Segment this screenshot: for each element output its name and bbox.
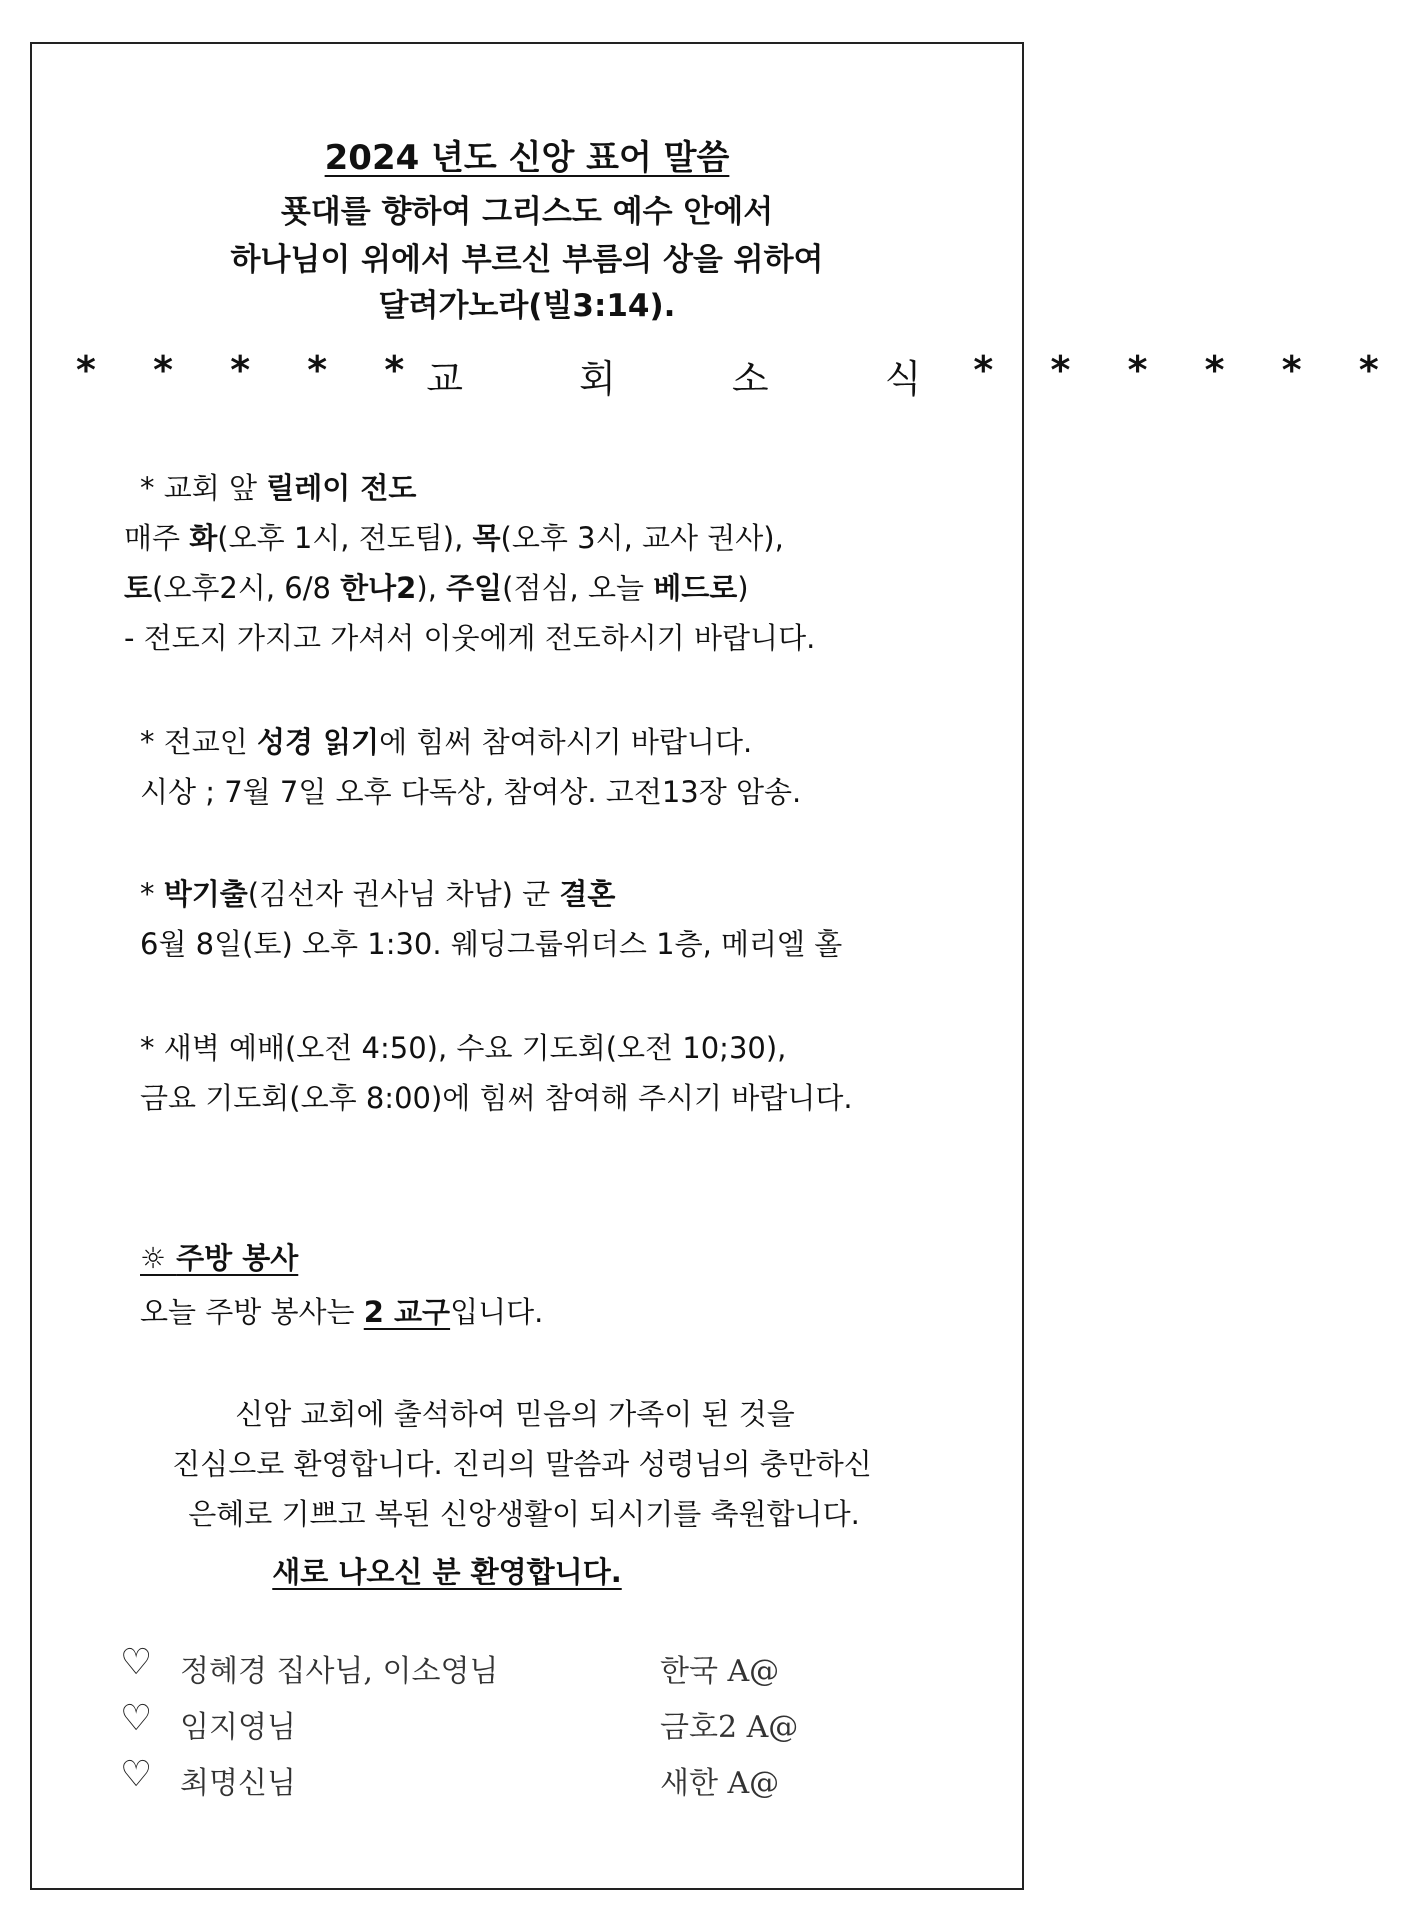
heart-icon: ♡ bbox=[120, 1642, 153, 1683]
church-news-header bbox=[76, 348, 1401, 403]
newcomer-name: 정혜경 집사님, 이소영님 bbox=[180, 1654, 499, 1689]
prayer-line-2: 금요 기도회(오후 8:00)에 힘써 참여해 주시기 바랍니다. bbox=[140, 1081, 853, 1115]
verse-line-3: 달려가노라(빌3:14). bbox=[378, 288, 676, 324]
relay-line-4: - 전도지 가지고 가셔서 이웃에게 전도하시기 바랍니다. bbox=[124, 621, 816, 655]
verse-line-2: 하나님이 위에서 부르신 부름의 상을 위하여 bbox=[230, 242, 824, 278]
wedding-line-2: 6월 8일(토) 오후 1:30. 웨딩그룹위더스 1층, 메리엘 홀 bbox=[140, 927, 843, 961]
bible-reading-line-2: 시상 ; 7월 7일 오후 다독상, 참여상. 고전13장 암송. bbox=[140, 775, 802, 809]
stars-left: * * * * * bbox=[76, 348, 427, 392]
verse-line-1: 푯대를 향하여 그리스도 예수 안에서 bbox=[280, 194, 774, 230]
heart-icon: ♡ bbox=[120, 1754, 153, 1795]
wedding-line-1: * 박기출(김선자 권사님 차남) 군 결혼 bbox=[140, 877, 616, 911]
heart-icon: ♡ bbox=[120, 1698, 153, 1739]
welcome-heading: 새로 나오신 분 환영합니다. bbox=[272, 1555, 622, 1589]
relay-line-3: 토(오후2시, 6/8 한나2), 주일(점심, 오늘 베드로) bbox=[124, 571, 749, 605]
newcomer-group: 한국 A@ bbox=[660, 1654, 780, 1689]
newcomer-group: 금호2 A@ bbox=[660, 1710, 799, 1745]
relay-line-2: 매주 화(오후 1시, 전도팀), 목(오후 3시, 교사 권사), bbox=[124, 521, 784, 555]
welcome-line-1: 신암 교회에 출석하여 믿음의 가족이 된 것을 bbox=[235, 1397, 795, 1431]
sun-icon: ☼ bbox=[140, 1241, 166, 1275]
bible-reading-line-1: * 전교인 성경 읽기에 힘써 참여하시기 바랍니다. bbox=[140, 725, 753, 759]
welcome-line-2: 진심으로 환영합니다. 진리의 말씀과 성령님의 충만하신 bbox=[172, 1447, 872, 1481]
church-news-label: 교 회 소 식 bbox=[426, 357, 974, 401]
kitchen-line: 오늘 주방 봉사는 2 교구입니다. bbox=[140, 1295, 544, 1329]
relay-heading: * 교회 앞 릴레이 전도 bbox=[140, 471, 417, 505]
newcomer-name: 임지영님 bbox=[180, 1710, 296, 1745]
newcomer-group: 새한 A@ bbox=[660, 1766, 780, 1801]
stars-right: * * * * * * bbox=[973, 348, 1401, 392]
page-title: 2024 년도 신앙 표어 말씀 bbox=[324, 138, 730, 178]
prayer-line-1: * 새벽 예배(오전 4:50), 수요 기도회(오전 10;30), bbox=[140, 1031, 787, 1065]
newcomer-name: 최명신님 bbox=[180, 1766, 296, 1801]
welcome-line-3: 은혜로 기쁘고 복된 신앙생활이 되시기를 축원합니다. bbox=[188, 1497, 860, 1531]
kitchen-heading: ☼ 주방 봉사 bbox=[140, 1241, 299, 1275]
